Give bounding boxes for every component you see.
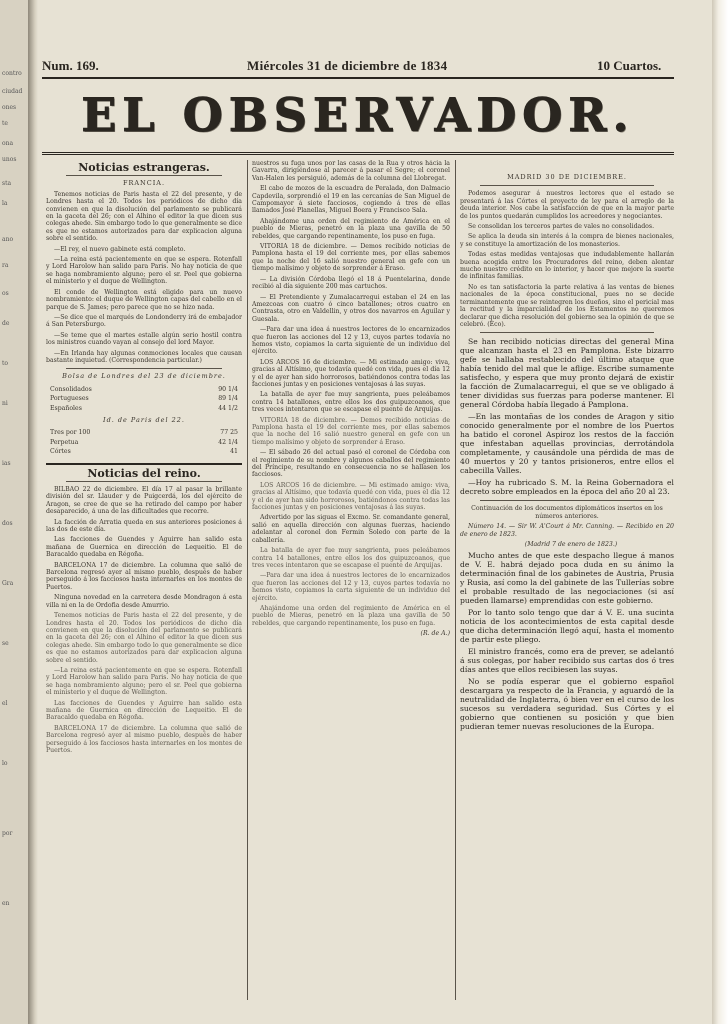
paragraph: LOS ARCOS 16 de diciembre. — Mi estimado amigo: viva, gracias al Altísimo, que todavía quedé con vida, pues el día 12 y el de ayer han sido horrorosos, batiéndonos contra todas las facciones juntas y en posiciones ventajosas á las suyas. xyxy=(252,358,450,388)
paragraph: VITORIA 18 de diciembre. — Demos recibido noticias de Pamplona hasta el 19 del corriente mes, por ellas sabemos que la noche del 16 salió nuestro general en gefe con un tiempo malísimo y objeto de sorprender á Eraso. xyxy=(252,243,450,273)
divider xyxy=(46,463,242,465)
issue-number: Num. 169. xyxy=(42,58,99,73)
paragraph: La facción de Arratia queda en sus anteriores posiciones á las dos de este día. xyxy=(46,518,242,534)
column-divider xyxy=(455,160,456,1000)
page-binding-shadow xyxy=(28,0,38,1024)
paragraph: —Hoy ha rubricado S. M. la Reina Gobernadora el decreto sobre empleados en la época del año 20 al 23. xyxy=(460,478,674,497)
dateline: MADRID 30 DE DICIEMBRE. xyxy=(507,173,627,181)
paragraph: — La división Córdoba llegó el 18 á Puentelarina, donde recibió al día siguiente 200 mas cartuchos. xyxy=(252,275,450,291)
paragraph: —Para dar una idea á nuestros lectores de lo encarnizados que fueron las acciones del 12 y 13, cuyos partes todavía no hemos visto, copiamos la carta siguiente de un individuo del ejército. xyxy=(252,572,450,602)
masthead-rule xyxy=(42,77,674,79)
paragraph: —En Irlanda hay algunas conmociones locales que causan bastante inquietud. (Correspondencia particular.) xyxy=(46,349,242,364)
section-heading: Noticias del reino. xyxy=(87,466,201,480)
paragraph: Las facciones de Guendes y Aguirre han salido esta mañana de Guernica en dirección de Lequeitio. El de Baracaldo quedaba en Régoña. xyxy=(46,536,242,559)
issue-date: Miércoles 31 de diciembre de 1834 xyxy=(247,58,448,73)
paragraph: Por lo tanto solo tengo que dar á V. E. una sucinta noticia de los acontecimientos de esta capital desde que dicha determinación llegó aquí, hasta el momento de partir este pliego. xyxy=(460,608,674,645)
paragraph: Ahajándome una orden del regimiento de América en el pueblo de Mieras, penetró en la plaza una gavilla de 50 rebeldes, que cargando repentinamente, los puso en fuga. xyxy=(252,217,450,240)
paragraph: Continuación de los documentos diplomáticos insertos en los números anteriores. xyxy=(471,505,663,520)
paragraph: Ahajándome una orden del regimiento de América en el pueblo de Mieras, penetró en la plaza una gavilla de 50 rebeldes, que cargando repentinamente, los puso en fuga. xyxy=(252,604,450,627)
divider xyxy=(66,175,222,176)
table-row: Españoles 44 1/2 xyxy=(50,404,238,412)
paragraph: Todas estas medidas ventajosas que indudablemente hallarán buena acogida entre los Procuradores del reino, deben alentar mucho nuestro crédito en lo interior, y hacer que mejore la suerte de infinitas familias. xyxy=(460,251,674,281)
newspaper-title: EL OBSERVADOR. xyxy=(81,88,635,142)
issue-price: 10 Cuartos. xyxy=(597,58,662,73)
paragraph: Advertido por las siguas el Excmo. Sr. comandante general, salió en aquella dirección con algunas fuerzas, haciendo adelantar al coronel don Fermin Soledo con parte de la caballería. xyxy=(252,514,450,544)
paragraph: Mucho antes de que este despacho llegue á manos de V. E. habrá dejado poca duda en su ánimo la determinación final de los gabinetes de Austria, Prusia y Rusia, así como la del gabinete de las Tullerías sobre el probable resultado de las negociaciones (si así pueden llamarse) emprendidas con este gobierno. xyxy=(460,551,674,606)
paragraph: —Para dar una idea á nuestros lectores de lo encarnizados que fueron las acciones del 12 y 13, cuyos partes todavía no hemos visto, copiamos la carta siguiente de un individuo del ejército. xyxy=(252,326,450,356)
paragraph: Podemos asegurar á nuestros lectores que el estado se presentará á las Córtes el proyecto de ley para el arreglo de la deuda interior. Nos cabe la satisfacción de que en la mayor parte de los puntos quedarán cumplidos los acreedores y negociantes. xyxy=(460,190,674,220)
paragraph: BILBAO 22 de diciembre. El día 17 al pasar la brillante división del sr. Llauder y de Puigcerdá, los del ejército de Aragon, se cree de que se ha retirado del campo por haber desaparecido, á una de las dificultades que recorre. xyxy=(46,486,242,516)
column-2 xyxy=(252,160,450,1010)
column-3 xyxy=(460,160,674,1010)
page-right-edge xyxy=(712,0,728,1024)
paragraph: Ninguna novedad en la carretera desde Mondragon á esta villa ni en la de Ordofia desde Amurrio. xyxy=(46,594,242,609)
paragraph: La batalla de ayer fue muy sangrienta, pues peleábamos contra 14 batallones, entre ellos los dos guipuzcoanos, que tres veces intentaron que se escapase el puente de Arquijas. xyxy=(252,547,450,569)
paris-title: Id. de Paris del 22. xyxy=(103,415,185,424)
divider xyxy=(66,481,222,482)
paragraph: No se podía esperar que el gobierno español descargara ya respecto de la Francia, y aguardó de la neutralidad de Inglaterra, ó bien ver en el curso de los sucesos su verdadera seguridad. Sus Córtes y el gobierno que contienen su posición y que bien pudieran temer nuevas resoluciones de la Europa. xyxy=(460,677,674,732)
paragraph: — El sábado 26 del actual pasó el coronel de Córdoba con el regimiento de su nombre y algunos caballos del regimiento del Príncipe, resultando en consecuencia no se hallasen los facciosos. xyxy=(252,449,450,479)
table-row: Perpetua 42 1/4 xyxy=(50,438,238,446)
paragraph: LOS ARCOS 16 de diciembre. — Mi estimado amigo: viva, gracias al Altísimo, que todavía quedé con vida, pues el día 12 y el de ayer han sido horrorosos, batiéndonos contra todas las facciones juntas y en posiciones ventajosas á las suyas. xyxy=(252,481,450,512)
paragraph: No es tan satisfactoria la parte relativa á las ventas de bienes nacionales de la época constitucional, pues no se decide terminantemente que se reintegren los dueños, sino el pericial mas la rectitud y la imparcialidad de los Estamentos no queremos declarar que dicha resolución del gobierno sea la opinión de que se celebró. (Eco). xyxy=(460,283,674,328)
table-row: Portugueses 89 1/4 xyxy=(50,395,238,403)
paragraph: La batalla de ayer fue muy sangrienta, pues peleábamos contra 14 batallones, entre ellos los dos guipuzcoanos, que tres veces intentaron que se escapase el puente de Arquijas. xyxy=(252,391,450,414)
bolsa-title: Bolsa de Londres del 23 de diciembre. xyxy=(62,372,226,381)
table-row: Córtes 41 xyxy=(50,448,238,456)
table-row: Consolidados 90 1/4 xyxy=(50,385,238,393)
paragraph: Se han recibido noticias directas del general Mina que alcanzan hasta el 23 en Pamplona. Este bizarro gefe se hallaba restablecido del último ataque que había tenido del mal que le aflige. Escribe sumamente satisfecho, y espera que muy pronto dejará de existir la facción de Zumalacarregui, el que se ve obligado á tener divididas sus fuerzas para poderse mantener. El general Córdoba había llegado á Pamplona. xyxy=(460,337,674,410)
previous-page-edge: contro ciudad ones te ona unos sta la ano ra os de to ni ias dos Gra se el lo por en xyxy=(0,0,29,1024)
paragraph: Las facciones de Guendes y Aguirre han salido esta mañana de Guernica en dirección de Lequeitio. El de Baracaldo quedaba en Régoña. xyxy=(46,699,242,722)
paragraph: —Se dice que el marqués de Londonderry irá de embajador á San Petersburgo. xyxy=(46,313,242,329)
bolsa-table xyxy=(46,384,242,414)
paris-table xyxy=(46,427,242,457)
column-divider xyxy=(247,160,248,1000)
paragraph: Se aplica la deuda sin interés á la compra de bienes nacionales, y se constituye la amortización de los monasterios. xyxy=(460,233,674,248)
country-heading: FRANCIA. xyxy=(122,179,166,188)
paragraph: El ministro francés, como era de prever, se adelantó á sus colegas, por haber recibido sus cartas dos ó tres días antes que ellos recibiesen las suyas. xyxy=(460,647,674,675)
paragraph: —El rey, el nuevo gabinete está completo. xyxy=(54,245,186,253)
paragraph: El conde de Wellington está eligido para un nuevo nombramiento: el duque de Wellington capas del cabello en el parque de S. James; pero parece que no se hizo nada. xyxy=(46,288,242,311)
paragraph: VITORIA 18 de diciembre. — Demos recibido noticias de Pamplona hasta el 19 del corriente mes, por ellas sabemos que la noche del 16 salió nuestro general en gefe con un tiempo malísimo y objeto de sorprender á Eraso. xyxy=(252,416,450,446)
divider xyxy=(66,368,222,369)
paragraph: Tenemos noticias de Paris hasta el 22 del presente, y de Londres hasta el 20. Todos los periódicos de dicho día convienen en que la disolución del parlamento se publicará en la gaceta del 26; con el Alhino el editor la que dicen sus colegas ahede. Sin embargo todo lo que generalmente se dice es que no estamos autorizados para dar explicacion alguna sobre el sentido. xyxy=(46,190,242,243)
paragraph: Se consolidan los terceros partes de vales no consolidados. xyxy=(468,223,655,231)
paragraph: —En las montañas de los condes de Aragon y sitio conocido generalmente por el nombre de los Puertos ha batido el coronel Aspiroz los restos de la facción que infestaban aquellas provincias, derrotándola completamente, y causándole una pérdida de mas de 40 muertos y 20 y tantos prisioneros, entre ellos el cabecilla Valles. xyxy=(460,412,674,476)
paragraph: — El Pretendiente y Zumalacarregui estaban el 24 en las Amezcoas con cuatro ó cinco batallones; otros cuatro en Contrasta, otro en Valdellin, y otros dos navarros en Aguilar y Guesala. xyxy=(252,293,450,323)
paragraph: —Se teme que el martes estalle algún serio hostil contra los ministros cuando vayan al consejo del lord Mayor. xyxy=(46,331,242,347)
column-1 xyxy=(46,160,242,1010)
title-rule xyxy=(42,152,674,155)
paragraph: Número 14. — Sir W. A'Court á Mr. Canning. — Recibido en 20 de enero de 1823. xyxy=(460,523,674,538)
divider xyxy=(480,332,654,333)
divider xyxy=(480,185,654,186)
paragraph: BARCELONA 17 de diciembre. La columna que salió de Barcelona regresó ayer al mismo pueblo, después de haber perseguido á los facciosos hasta internarles en los montes de Puertos. xyxy=(46,561,242,591)
paragraph: BARCELONA 17 de diciembre. La columna que salió de Barcelona regresó ayer al mismo pueblo, después de haber perseguido á los facciosos hasta internarles en los montes de Puertos. xyxy=(46,724,242,754)
divider xyxy=(480,500,654,501)
signature: (R. de A.) xyxy=(420,630,450,638)
paragraph: —La reina está pacientemente en que se espera. Rotenfall y Lord Harolow han salido para Paris. No hay noticia de que se haga nombramiento alguno; pero el sr. Peel que gobierna el ministerio y el duque de Wellington. xyxy=(46,256,242,286)
table-row: Tres por 100 77 25 xyxy=(50,429,238,437)
paragraph: (Madrid 7 de enero de 1823.) xyxy=(524,540,618,548)
section-heading: Noticias estrangeras. xyxy=(78,161,210,174)
paragraph: nuestros su fuga unos por las casas de la Rua y otros hácia la Gavarra, dirigiéndose al parecer á pasar el Segre; el coronel Van-Halen les persiguió, además de la columna del Llobregat. xyxy=(252,160,450,182)
paragraph: El cabo de mozos de la escuadra de Peralada, don Dalmacio Capdevila, sorprendió el 19 en las cercanías de San Miguel de Campomayor á siete facciosos, cogiendo á tres de ellas llamados José Planellas, Miguel Boera y Francisco Sala. xyxy=(252,185,450,215)
paragraph: —La reina está pacientemente en que se espera. Rotenfall y Lord Harolow han salido para Paris. No hay noticia de que se haga nombramiento alguno; pero el sr. Peel que gobierna el ministerio y el duque de Wellington. xyxy=(46,666,242,697)
paragraph: Tenemos noticias de Paris hasta el 22 del presente, y de Londres hasta el 20. Todos los periódicos de dicho día convienen en que la disolución del parlamento se publicará en la gaceta del 26; con el Alhino el editor la que dicen sus colegas ahede. Sin embargo todo lo que generalmente se dice es que no estamos autorizados para dar explicacion alguna sobre el sentido. xyxy=(46,612,242,664)
